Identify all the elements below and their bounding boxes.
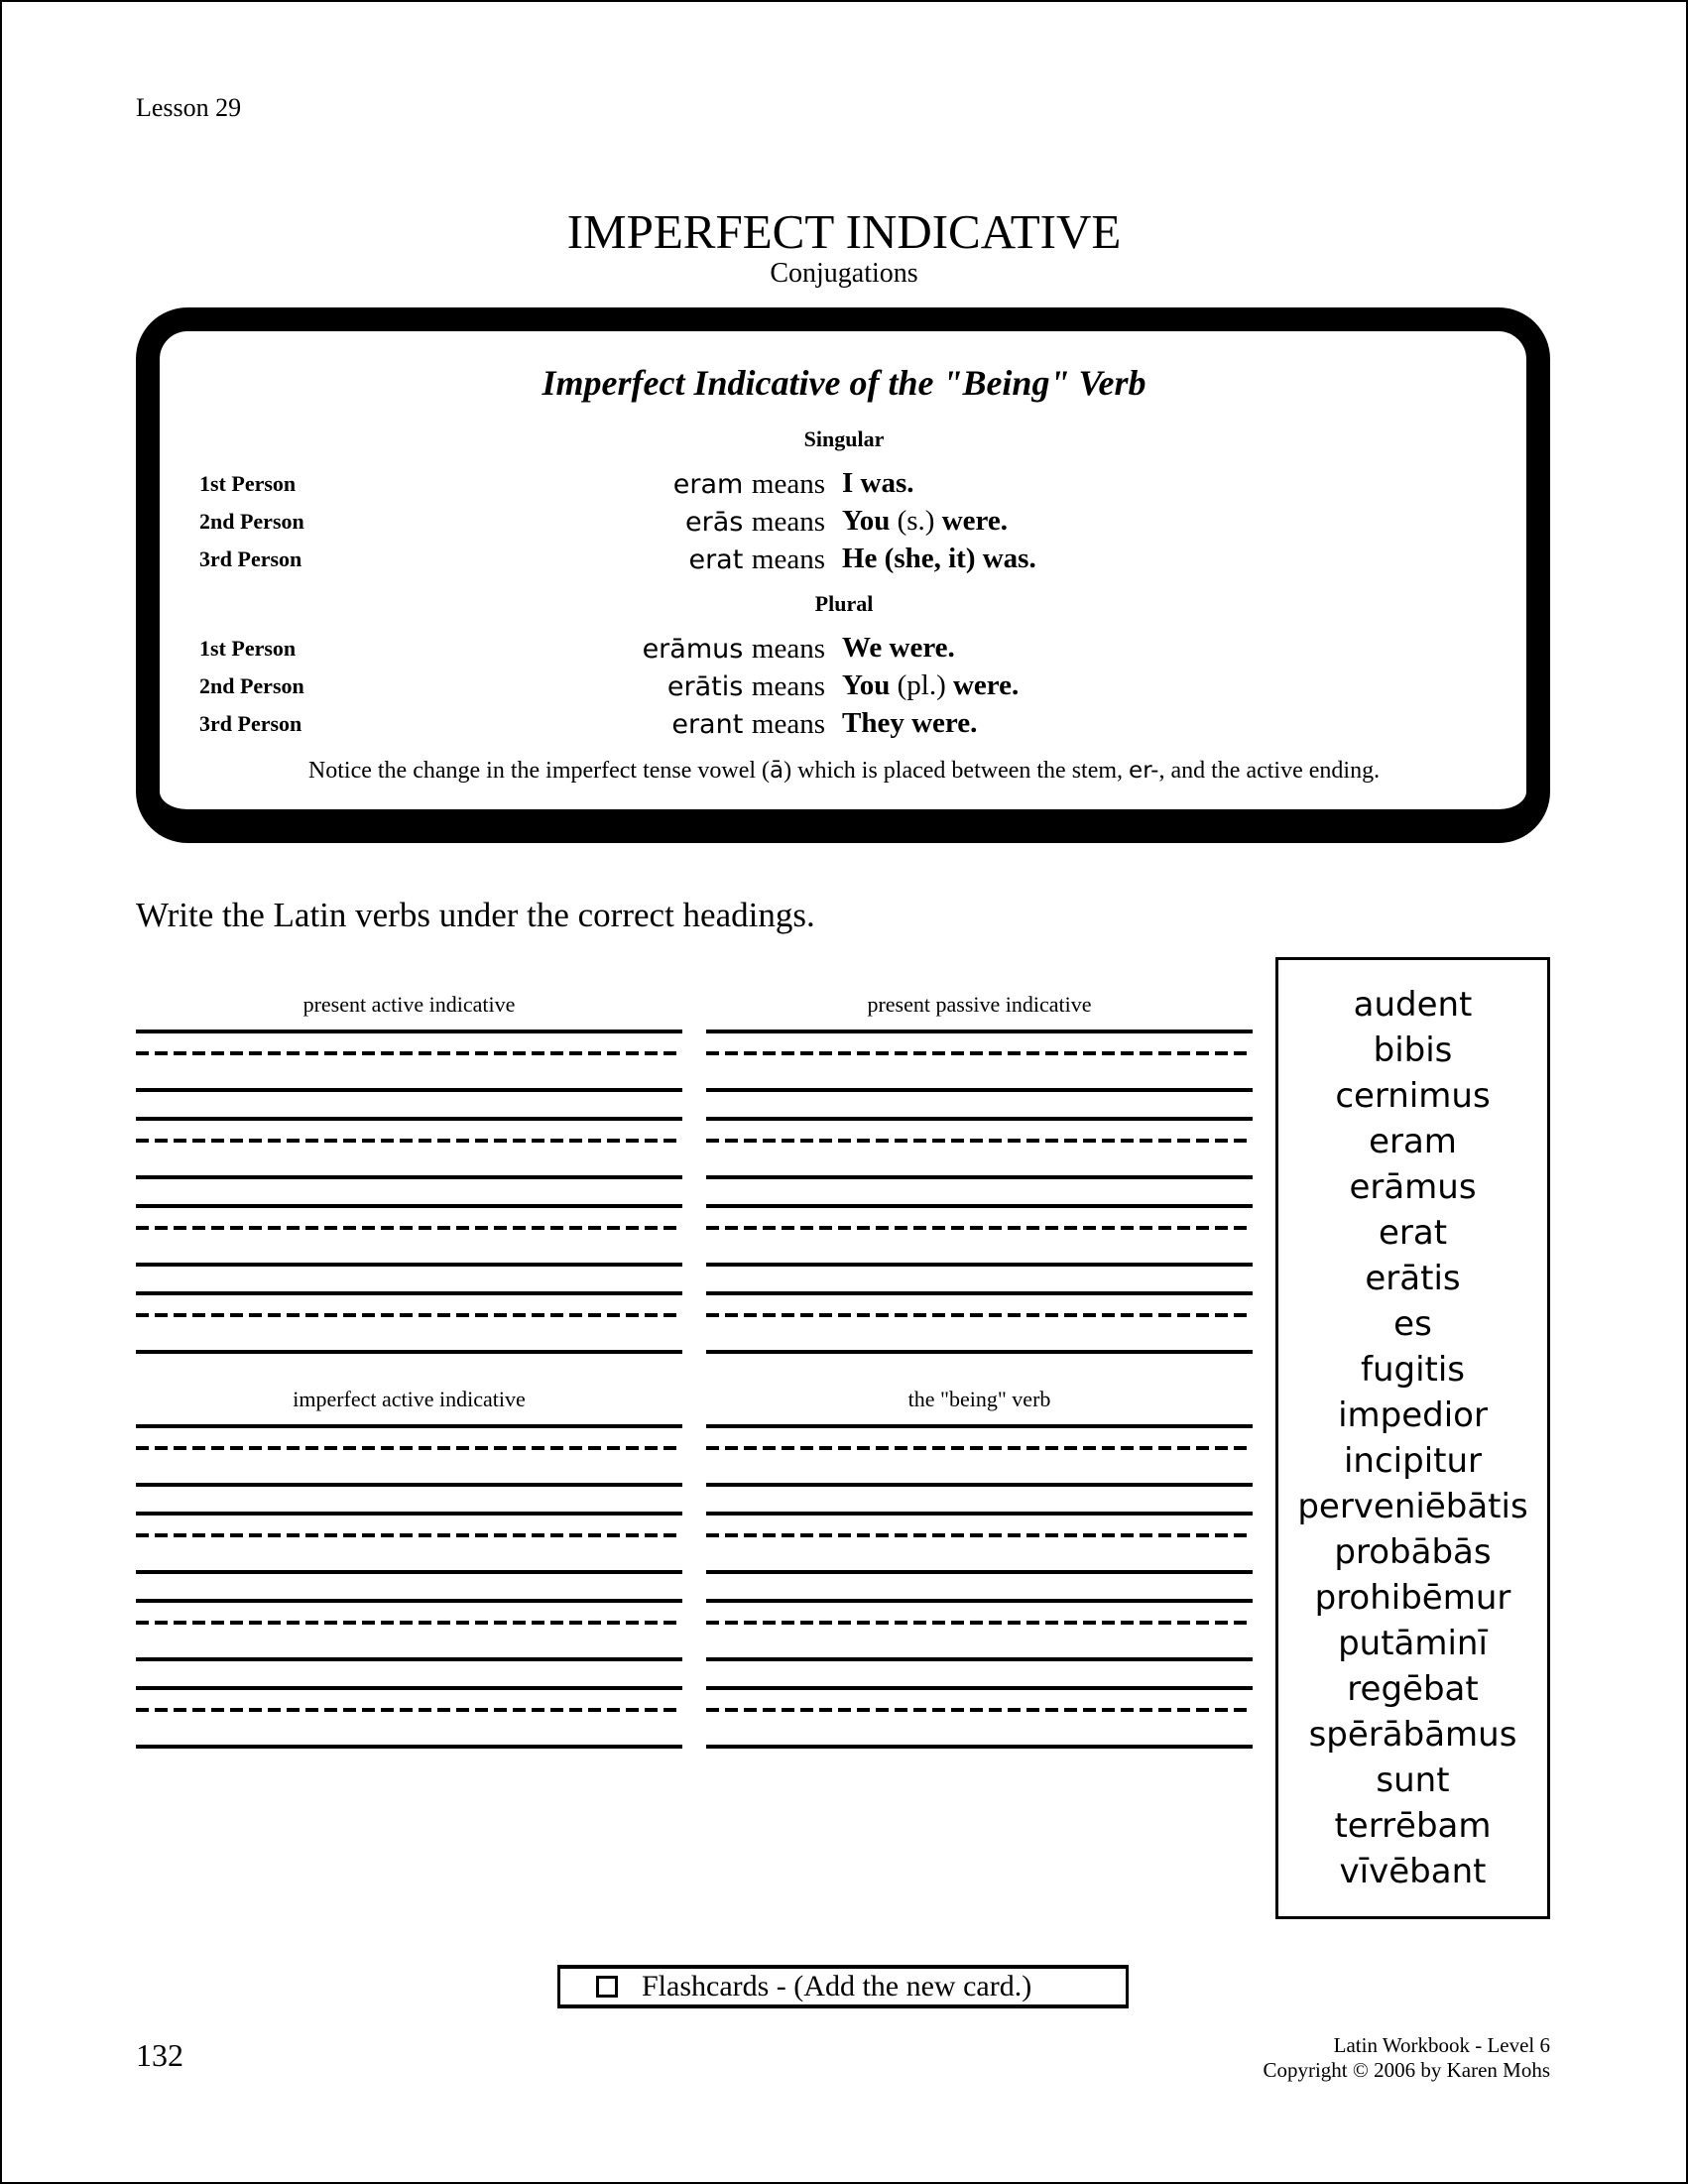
midline xyxy=(706,1226,1253,1230)
latin-word: erat xyxy=(688,545,744,575)
latin-word: erās xyxy=(684,507,744,538)
word-bank-item: sunt xyxy=(1376,1760,1450,1800)
means-word: means xyxy=(751,506,825,538)
midline xyxy=(136,1051,682,1055)
base-line xyxy=(706,1350,1253,1354)
writing-row[interactable] xyxy=(136,1117,682,1178)
top-line xyxy=(136,1117,682,1121)
word-bank-item: eram xyxy=(1369,1122,1457,1161)
midline xyxy=(706,1533,1253,1537)
word-bank-item: cernimus xyxy=(1335,1076,1491,1116)
writing-row[interactable] xyxy=(136,1599,682,1660)
latin-word: erant xyxy=(671,709,744,740)
writing-row[interactable] xyxy=(706,1512,1253,1573)
base-line xyxy=(706,1088,1253,1092)
plural-label: Plural xyxy=(814,591,874,616)
flashcards-checkbox[interactable] xyxy=(596,1976,618,1998)
person-label: 1st Person xyxy=(199,636,297,661)
book-title: Latin Workbook - Level 6 xyxy=(1333,2033,1550,2057)
note-text: , and the active ending. xyxy=(1158,758,1381,784)
base-line xyxy=(136,1483,682,1487)
writing-row[interactable] xyxy=(136,1512,682,1573)
writing-row[interactable] xyxy=(136,1204,682,1266)
person-label: 1st Person xyxy=(199,471,297,496)
word-bank-item: putāminī xyxy=(1338,1624,1488,1663)
base-line xyxy=(706,1745,1253,1749)
page-subtitle: Conjugations xyxy=(770,258,918,289)
translation-note: (pl.) xyxy=(890,669,953,701)
means-word: means xyxy=(751,670,825,702)
translation xyxy=(842,467,914,500)
lesson-label: Lesson 29 xyxy=(136,93,242,122)
base-line xyxy=(706,1175,1253,1179)
note-stem: er- xyxy=(1129,758,1159,784)
means-word: means xyxy=(751,544,825,575)
translation xyxy=(842,505,1008,538)
conjugation-box-title: Imperfect Indicative of the "Being" Verb xyxy=(542,363,1146,403)
midline xyxy=(706,1446,1253,1450)
midline xyxy=(706,1313,1253,1317)
translation-main: We were. xyxy=(842,632,955,664)
translation-main: You xyxy=(842,669,891,701)
midline xyxy=(136,1313,682,1317)
translation-main: They were. xyxy=(842,707,978,739)
base-line xyxy=(706,1263,1253,1267)
midline xyxy=(136,1621,682,1625)
top-line xyxy=(136,1512,682,1516)
word-bank-item: prohibēmur xyxy=(1314,1578,1511,1618)
top-line xyxy=(706,1204,1253,1208)
writing-row[interactable] xyxy=(706,1030,1253,1091)
column-heading: present active indicative xyxy=(302,992,516,1017)
top-line xyxy=(136,1599,682,1603)
translation-tail: were. xyxy=(952,669,1020,701)
word-bank-item: probābās xyxy=(1334,1532,1492,1572)
note-text: ) which is placed between the stem, xyxy=(784,758,1130,784)
person-label: 2nd Person xyxy=(199,673,304,698)
midline xyxy=(136,1139,682,1143)
page-title: IMPERFECT INDICATIVE xyxy=(566,204,1122,259)
person-label: 3rd Person xyxy=(199,546,302,571)
base-line xyxy=(136,1263,682,1267)
base-line xyxy=(706,1657,1253,1661)
translation-main: He (she, it) was. xyxy=(842,543,1036,574)
translation-tail: were. xyxy=(941,505,1009,537)
base-line xyxy=(136,1088,682,1092)
latin-word: erāmus xyxy=(642,634,744,665)
base-line xyxy=(136,1175,682,1179)
means-word: means xyxy=(751,633,825,665)
column-heading: present passive indicative xyxy=(867,992,1092,1017)
writing-row[interactable] xyxy=(706,1204,1253,1266)
copyright: Copyright © 2006 by Karen Mohs xyxy=(1263,2058,1550,2082)
word-bank xyxy=(1275,957,1550,1919)
word-bank-item: es xyxy=(1393,1304,1432,1344)
top-line xyxy=(136,1291,682,1295)
base-line xyxy=(706,1570,1253,1574)
top-line xyxy=(706,1424,1253,1428)
word-bank-item: regēbat xyxy=(1347,1669,1479,1709)
base-line xyxy=(136,1745,682,1749)
top-line xyxy=(706,1599,1253,1603)
top-line xyxy=(136,1204,682,1208)
word-bank-item: fugitis xyxy=(1360,1350,1466,1390)
base-line xyxy=(136,1350,682,1354)
translation-main: I was. xyxy=(842,467,914,499)
latin-form xyxy=(667,670,825,703)
person-label: 2nd Person xyxy=(199,509,304,534)
top-line xyxy=(136,1424,682,1428)
word-bank-item: audent xyxy=(1353,985,1473,1025)
latin-form xyxy=(673,468,825,501)
top-line xyxy=(136,1030,682,1033)
translation xyxy=(842,632,955,665)
top-line xyxy=(136,1686,682,1690)
singular-label: Singular xyxy=(803,426,885,451)
latin-form xyxy=(643,633,825,666)
writing-row[interactable] xyxy=(136,1686,682,1748)
latin-form xyxy=(671,708,825,741)
footer-credits xyxy=(1263,2033,1550,2083)
word-bank-list xyxy=(1278,982,1547,1894)
writing-row[interactable] xyxy=(706,1599,1253,1660)
word-bank-item: incipitur xyxy=(1343,1441,1483,1481)
base-line xyxy=(706,1483,1253,1487)
writing-row[interactable] xyxy=(706,1117,1253,1178)
writing-row[interactable] xyxy=(136,1030,682,1091)
latin-form xyxy=(688,544,825,576)
word-bank-item: impedior xyxy=(1338,1395,1488,1435)
flashcards-task xyxy=(557,1965,1129,2008)
latin-word: erātis xyxy=(666,671,744,702)
translation xyxy=(842,543,1036,575)
top-line xyxy=(706,1686,1253,1690)
writing-row[interactable] xyxy=(706,1686,1253,1748)
means-word: means xyxy=(751,468,825,500)
translation-note: (s.) xyxy=(890,505,942,537)
top-line xyxy=(706,1291,1253,1295)
midline xyxy=(136,1533,682,1537)
translation xyxy=(842,669,1019,702)
note-text: Notice the change in the imperfect tense vowel ( xyxy=(307,758,771,784)
writing-row[interactable] xyxy=(136,1424,682,1486)
word-bank-item: perveniēbātis xyxy=(1297,1487,1528,1526)
page-number: 132 xyxy=(136,2037,183,2073)
word-bank-item: bibis xyxy=(1373,1031,1453,1070)
word-bank-item: erātis xyxy=(1365,1259,1461,1298)
latin-form xyxy=(685,506,825,539)
base-line xyxy=(136,1570,682,1574)
flashcards-label: Flashcards - (Add the new card.) xyxy=(642,1970,1032,2002)
writing-row[interactable] xyxy=(706,1291,1253,1353)
translation-main: You xyxy=(842,505,891,537)
midline xyxy=(706,1051,1253,1055)
midline xyxy=(136,1708,682,1712)
top-line xyxy=(706,1030,1253,1033)
word-bank-item: vīvēbant xyxy=(1339,1852,1487,1891)
top-line xyxy=(706,1117,1253,1121)
vowel-note xyxy=(0,758,1688,785)
word-bank-item: terrēbam xyxy=(1334,1806,1492,1846)
midline xyxy=(706,1621,1253,1625)
word-bank-item: erāmus xyxy=(1349,1167,1477,1207)
note-vowel: ā xyxy=(770,758,784,784)
exercise-instruction: Write the Latin verbs under the correct headings. xyxy=(136,896,815,934)
midline xyxy=(706,1139,1253,1143)
word-bank-item: spērābāmus xyxy=(1308,1715,1517,1755)
midline xyxy=(136,1446,682,1450)
base-line xyxy=(136,1657,682,1661)
top-line xyxy=(706,1512,1253,1516)
person-label: 3rd Person xyxy=(199,711,302,736)
midline xyxy=(136,1226,682,1230)
latin-word: eram xyxy=(672,469,744,500)
translation xyxy=(842,707,977,740)
column-heading: the "being" verb xyxy=(907,1387,1051,1411)
word-bank-item: erat xyxy=(1378,1213,1448,1253)
column-heading: imperfect active indicative xyxy=(293,1387,526,1411)
midline xyxy=(706,1708,1253,1712)
means-word: means xyxy=(751,708,825,740)
writing-row[interactable] xyxy=(706,1424,1253,1486)
writing-row[interactable] xyxy=(136,1291,682,1353)
